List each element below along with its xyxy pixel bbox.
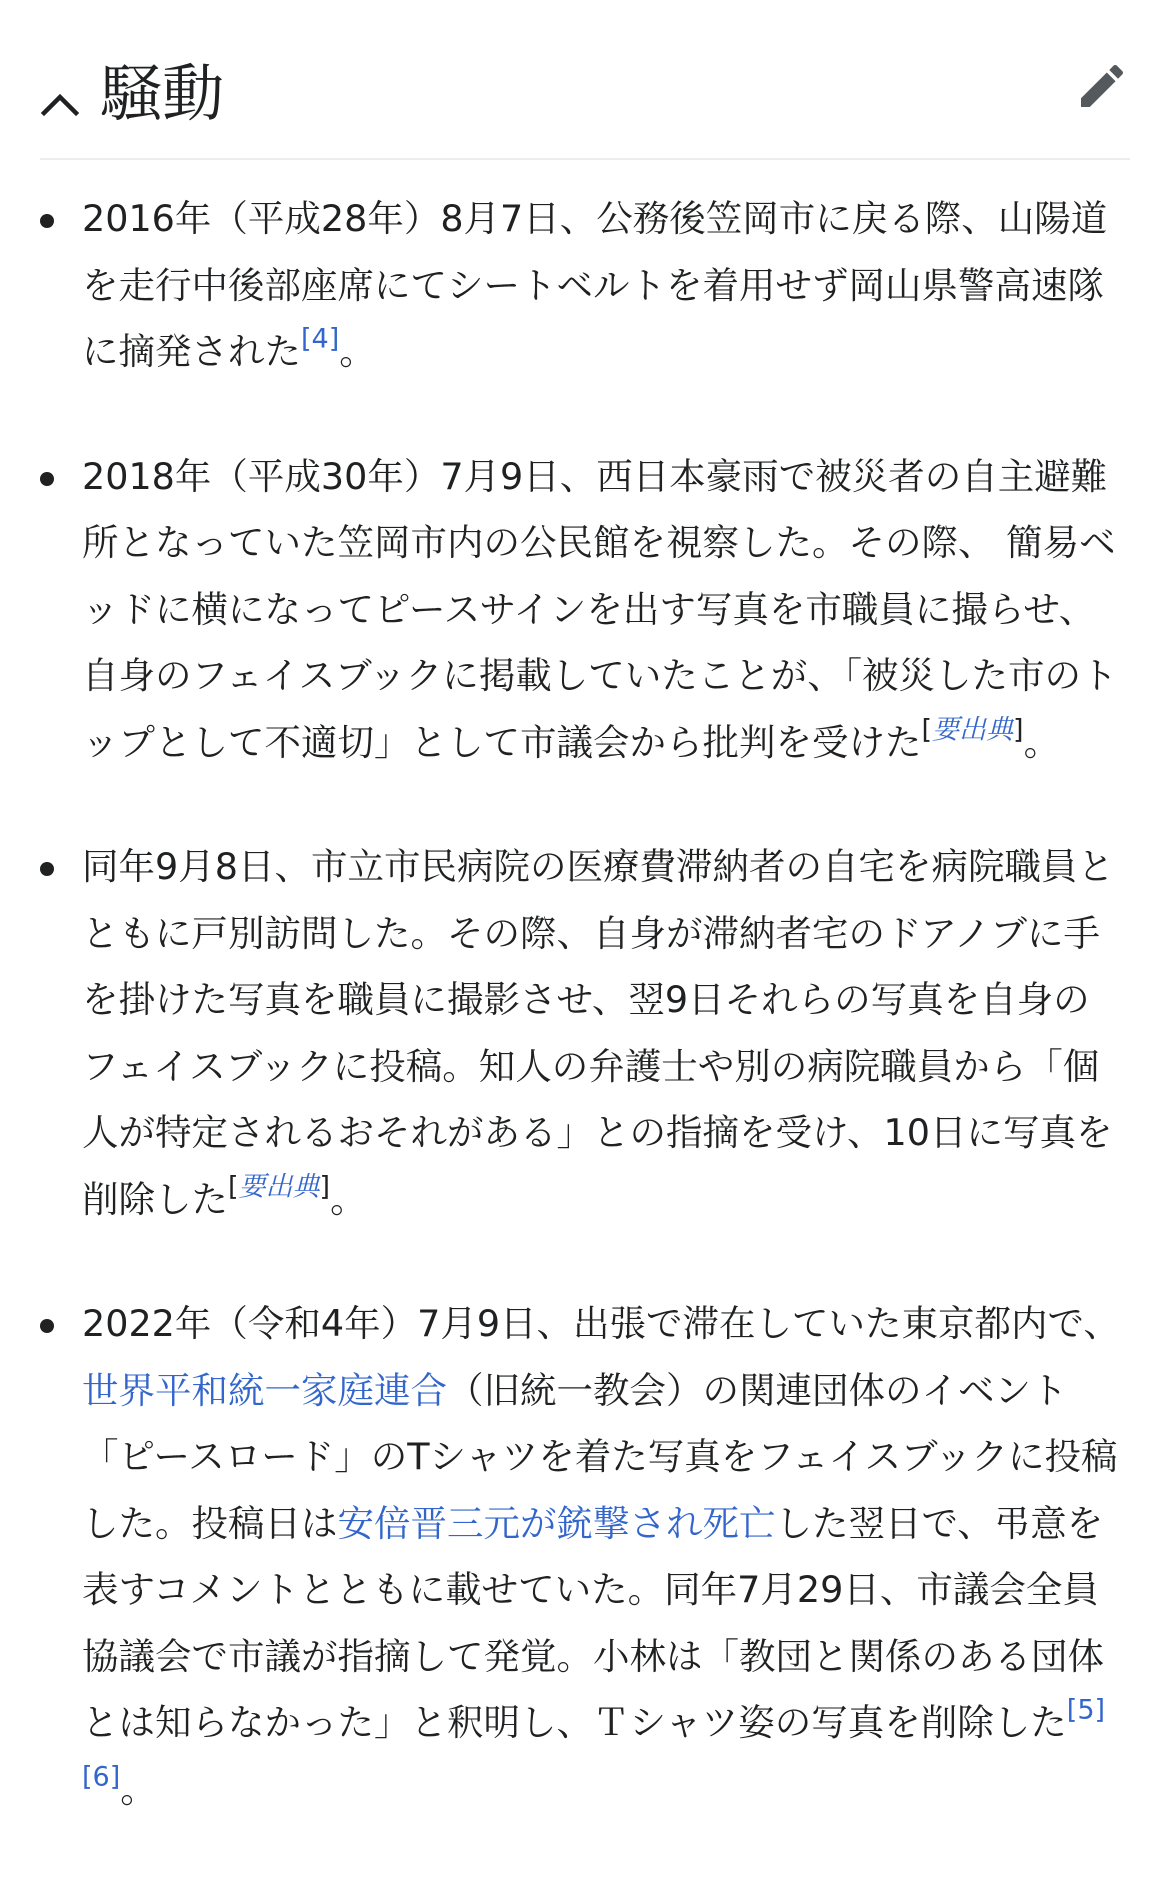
section-content bbox=[40, 186, 1124, 1881]
item-end: 。 bbox=[330, 1177, 367, 1221]
citation-needed[interactable]: [要出典] bbox=[228, 1170, 331, 1202]
list-item bbox=[40, 1291, 1124, 1823]
section-header bbox=[40, 28, 1130, 160]
item-end: 。 bbox=[120, 1767, 157, 1811]
list-item bbox=[40, 186, 1124, 386]
list-item bbox=[40, 834, 1124, 1233]
citation-needed[interactable]: [要出典] bbox=[921, 713, 1024, 745]
item-end: 。 bbox=[339, 330, 376, 373]
link-abe-shooting[interactable]: 安倍晋三元が銃撃され死亡 bbox=[337, 1501, 776, 1545]
list-item bbox=[40, 444, 1124, 777]
edit-button[interactable] bbox=[1074, 58, 1130, 114]
item-text: 2018年（平成30年）7月9日、西日本豪雨で被災者の自主避難所となっていた笠岡市内の公民館を視察した。その際、 簡易ベッドに横になってピースサインを出す写真を市職員に撮らせ、自身のフェイスブックに掲載していたことが、「被災した市のトップとして不適切」として市議会から批判を受けた bbox=[82, 454, 1118, 764]
item-text: （旧統一教会）の関連団体のイベント「ピースロード」のTシャツを着た写真をフェイスブックに投稿した。投稿日は bbox=[82, 1368, 1118, 1545]
chevron-up-icon bbox=[40, 83, 80, 123]
reference-5[interactable]: [5] bbox=[1066, 1694, 1106, 1726]
section-title: 騒動 bbox=[100, 57, 225, 130]
pencil-icon bbox=[1074, 58, 1130, 114]
reference-4[interactable]: [4] bbox=[301, 323, 340, 355]
item-text: 同年9月8日、市立市民病院の医療費滞納者の自宅を病院職員とともに戸別訪問した。その際、自身が滞納者宅のドアノブに手を掛けた写真を職員に撮影させ、翌9日それらの写真を自身のフェイスブックに投稿。知人の弁護士や別の病院職員から「個人が特定されるおそれがある」との指摘を受け、10日に写真を削除した bbox=[82, 845, 1114, 1221]
item-end: 。 bbox=[1023, 720, 1061, 764]
incident-list bbox=[40, 186, 1124, 1823]
item-text: した翌日で、弔意を表すコメントとともに載せていた。同年7月29日、市議会全員協議会で市議が指摘して発覚。小林は「教団と関係のある団体とは知らなかった」と釈明し、Ｔシャツ姿の写真を削除した bbox=[82, 1501, 1104, 1744]
link-family-federation[interactable]: 世界平和統一家庭連合 bbox=[82, 1368, 447, 1412]
item-text: 2022年（令和4年）7月9日、出張で滞在していた東京都内で、 bbox=[82, 1302, 1120, 1345]
item-text: 2016年（平成28年）8月7日、公務後笠岡市に戻る際、山陽道を走行中後部座席にてシートベルトを着用せず岡山県警高速隊に摘発された bbox=[82, 197, 1108, 373]
reference-6[interactable]: [6] bbox=[82, 1760, 121, 1792]
collapse-toggle[interactable] bbox=[40, 83, 80, 123]
